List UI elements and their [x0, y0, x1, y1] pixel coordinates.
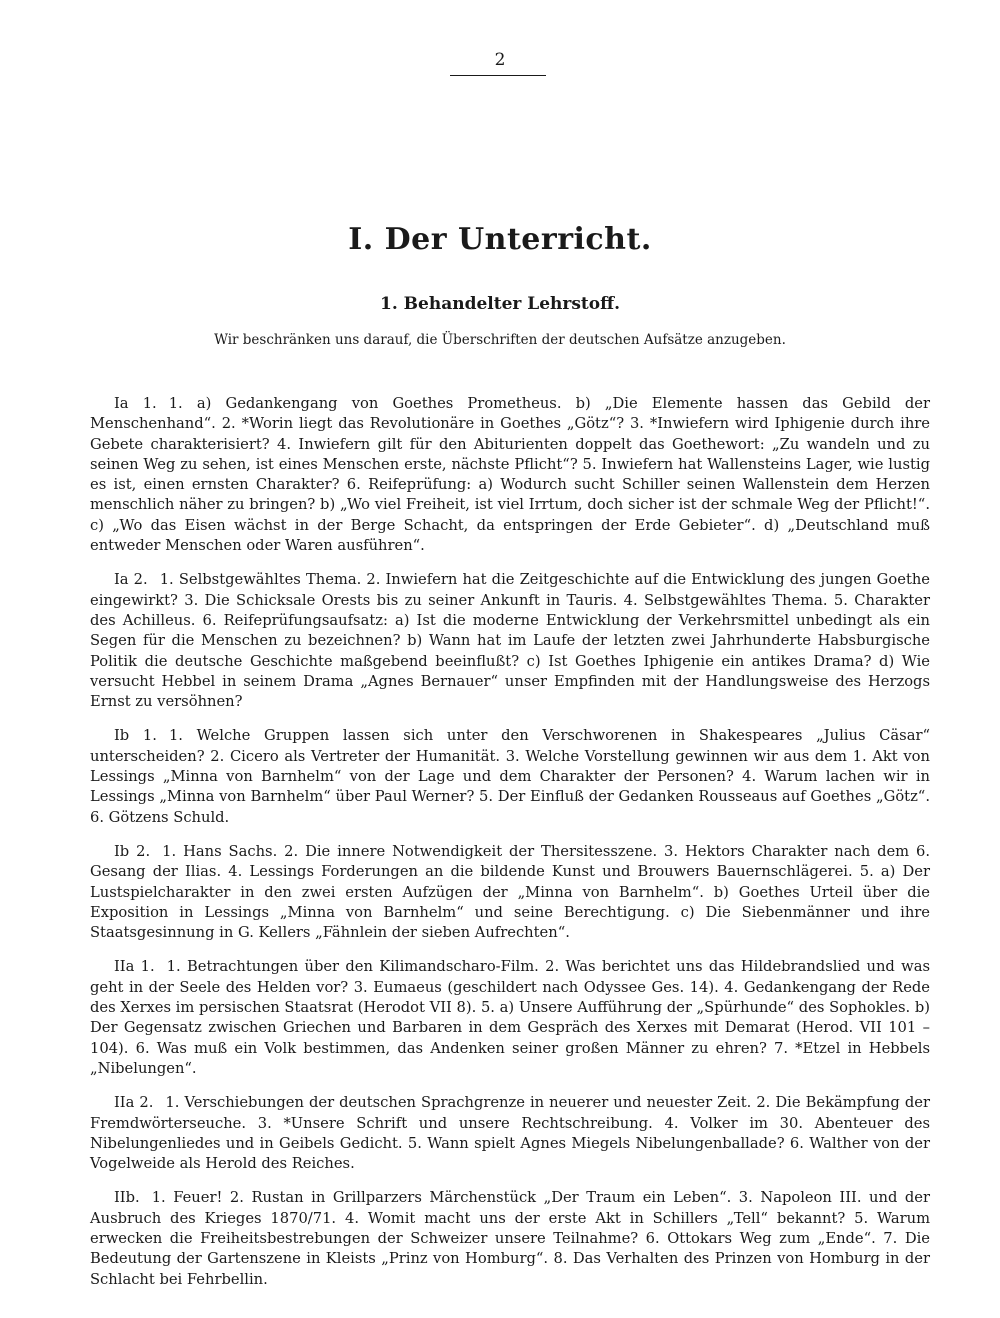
topic-list — [90, 394, 930, 1304]
grade-label: Ib 2. — [114, 842, 151, 860]
grade-block-ia1 — [90, 394, 930, 556]
grade-label: IIa 1. — [114, 958, 155, 976]
chapter-title: I. Der Unterricht. — [348, 222, 652, 257]
grade-label: Ib 1. — [114, 727, 157, 745]
grade-label: Ia 2. — [114, 571, 148, 589]
grade-label: IIb. — [114, 1189, 140, 1207]
grade-label: IIa 2. — [114, 1094, 154, 1112]
intro-note: Wir beschränken uns darauf, die Überschriften der deutschen Aufsätze anzugeben. — [214, 332, 786, 348]
essay-topics: 1. Selbstgewähltes Thema. 2. Inwiefern hat die Zeitgeschichte auf die Entwicklung des jungen Goethe eingewirkt? 3. Die Schicksale Orests bis zu seiner Ankunft in Tauris. 4. Selbstgewähltes Thema. 5. Charakter des Achilleus. 6. Reifeprüfungsaufsatz: a) Ist die moderne Entwicklung der Verkehrsmittel unbedingt als ein Segen für die Menschen zu bezeichnen? b) Wann hat im Laufe der letzten zwei Jahrhunderte Habsburgische Politik die deutsche Geschichte maßgebend beeinflußt? c) Ist Goethes Iphigenie ein antikes Drama? d) Wie versucht Hebbel in seinem Drama „Agnes Bernauer“ unser Empfinden mit der Handlungsweise des Herzogs Ernst zu versöhnen? — [90, 571, 930, 711]
page-number-rule — [450, 75, 546, 76]
essay-topics: 1. Betrachtungen über den Kilimandscharo-Film. 2. Was berichtet uns das Hildebrandslied und was geht in der Seele des Helden vor? 3. Eumaeus (geschildert nach Odyssee Ges. 14). 4. Gedankengang der Rede des Xerxes im persischen Staatsrat (Herodot VII 8). 5. a) Unsere Aufführung der „Spürhunde“ des Sophokles. b) Der Gegensatz zwischen Griechen und Barbaren in dem Gespräch des Xerxes mit Demarat (Herod. VII 101 – 104). 6. Was muß ein Volk bestimmen, das Andenken seiner großen Männer zu ehren? 7. *Etzel in Hebbels „Nibelungen“. — [90, 958, 930, 1077]
essay-topics: 1. Verschiebungen der deutschen Sprachgrenze in neuerer und neuester Zeit. 2. Die Bekämpfung der Fremdwörterseuche. 3. *Unsere Schrift und unsere Rechtschreibung. 4. Volker im 30. Abenteuer des Nibelungenliedes und in Geibels Gedicht. 5. Wann spielt Agnes Miegels Nibelungenballade? 6. Walther von der Vogelweide als Herold des Reiches. — [90, 1094, 930, 1173]
page-number: 2 — [494, 50, 506, 70]
essay-topics: 1. Feuer! 2. Rustan in Grillparzers Märchenstück „Der Traum ein Leben“. 3. Napoleon III. und der Ausbruch des Krieges 1870/71. 4. Womit macht uns der erste Akt in Schillers „Tell“ bekannt? 5. Warum erwecken die Freiheitsbestrebungen der Schweizer unsere Teilnahme? 6. Ottokars Weg zum „Ende“. 7. Die Bedeutung der Gartenszene in Kleists „Prinz von Homburg“. 8. Das Verhalten des Prinzen von Homburg in der Schlacht bei Fehrbellin. — [90, 1189, 930, 1288]
grade-block-iia2 — [90, 1093, 930, 1174]
grade-block-ib2 — [90, 842, 930, 943]
grade-block-ia2 — [90, 570, 930, 712]
grade-label: Ia 1. — [114, 395, 157, 412]
essay-topics: 1. Welche Gruppen lassen sich unter den Verschworenen in Shakespeares „Julius Cäsar“ unterscheiden? 2. Cicero als Vertreter der Humanität. 3. Welche Vorstellung gewinnen wir aus dem 1. Akt von Lessings „Minna von Barnhelm“ von der Lage und dem Charakter der Personen? 4. Warum lachen wir in Lessings „Minna von Barnhelm“ über Paul Werner? 5. Der Einfluß der Gedanken Rousseaus auf Goethes „Götz“. 6. Götzens Schuld. — [90, 727, 931, 826]
essay-topics: 1. a) Gedankengang von Goethes Prometheus. b) „Die Elemente hassen das Gebild der Menschenhand“. 2. *Worin liegt das Revolutionäre in Goethes „Götz“? 3. *Inwiefern wird Iphigenie durch ihre Gebete charakterisiert? 4. Inwiefern gilt für den Abiturienten doppelt das Goethewort: „Zu wandeln und zu seinen Weg zu sehen, ist eines Menschen erste, nächste Pflicht“? 5. Inwiefern hat Wallensteins Lager, wie lustig es ist, einen ernsten Charakter? 6. Reifeprüfung: a) Wodurch sucht Schiller seinen Wallenstein dem Herzen menschlich näher zu bringen? b) „Wo viel Freiheit, ist viel Irrtum, doch sicher ist der schmale Weg der Pflicht!“. c) „Wo das Eisen wächst in der Berge Schacht, da entspringen der Erde Gebieter“. d) „Deutschland muß entweder Menschen oder Waren ausführen“. — [90, 395, 930, 555]
section-title: 1. Behandelter Lehrstoff. — [379, 294, 620, 314]
grade-block-iia1 — [90, 957, 930, 1079]
grade-block-ib1 — [90, 726, 930, 827]
grade-block-iib — [90, 1188, 930, 1289]
essay-topics: 1. Hans Sachs. 2. Die innere Notwendigkeit der Thersitesszene. 3. Hektors Charakter nach dem 6. Gesang der Ilias. 4. Lessings Forderungen an die bildende Kunst und Brouwers Bauernschlägerei. 5. a) Der Lustspielcharakter in den zwei ersten Aufzügen der „Minna von Barnhelm“. b) Goethes Urteil über die Exposition in Lessings „Minna von Barnhelm“ und seine Berechtigung. c) Die Siebenmänner und ihre Staatsgesinnung in G. Kellers „Fähnlein der sieben Aufrechten“. — [90, 842, 931, 942]
